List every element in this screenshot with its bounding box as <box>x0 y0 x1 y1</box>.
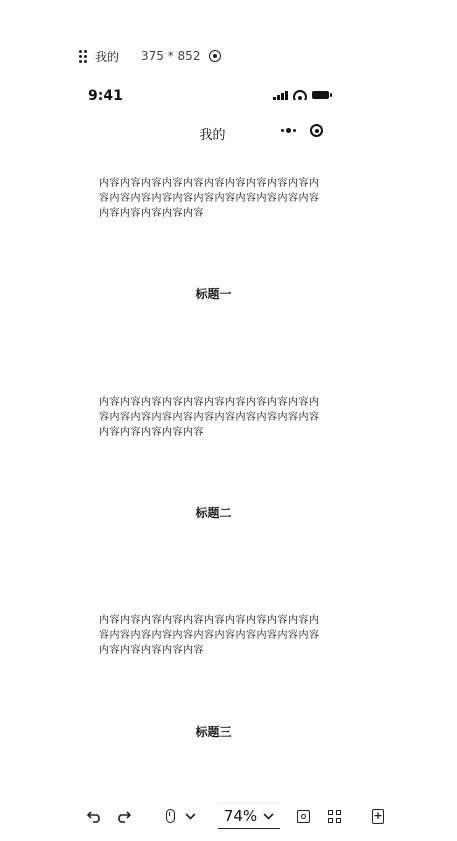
content-paragraph: 内容内容内容内容内容内容内容内容内容内容内容内容内容内容内容内容内容内容内容内容内容内容内容内容内容内容 <box>99 615 320 656</box>
mini-program-capsule[interactable] <box>281 124 323 137</box>
frame-size: 375 * 852 <box>141 49 201 63</box>
page-title: 我的 <box>199 128 226 143</box>
target-icon[interactable] <box>209 50 221 62</box>
status-time: 9:41 <box>88 88 123 104</box>
frame-name: 我的 <box>95 49 120 64</box>
section-heading: 标题三 <box>195 725 232 739</box>
more-icon[interactable] <box>281 128 296 133</box>
section-heading: 标题二 <box>195 506 232 520</box>
chevron-down-icon <box>263 813 274 820</box>
undo-icon[interactable] <box>86 806 102 826</box>
mouse-icon[interactable] <box>163 806 177 826</box>
focus-frame-icon[interactable] <box>296 806 310 826</box>
section-heading: 标题一 <box>195 287 232 301</box>
content-paragraph: 内容内容内容内容内容内容内容内容内容内容内容内容内容内容内容内容内容内容内容内容内容内容内容内容内容内容 <box>99 178 320 219</box>
add-page-icon[interactable]: + <box>373 808 383 822</box>
battery-icon <box>312 91 329 99</box>
status-icons <box>273 90 329 100</box>
zoom-value: 74% <box>223 807 258 825</box>
redo-icon[interactable] <box>115 806 131 826</box>
zoom-select[interactable] <box>218 803 280 829</box>
content-paragraph: 内容内容内容内容内容内容内容内容内容内容内容内容内容内容内容内容内容内容内容内容内容内容内容内容内容内容 <box>99 397 320 438</box>
drag-handle-icon[interactable] <box>79 49 89 63</box>
frame-label[interactable] <box>79 47 221 65</box>
signal-icon <box>273 90 288 100</box>
editor-toolbar <box>0 800 457 832</box>
chevron-down-icon[interactable] <box>183 806 197 826</box>
close-circle-icon[interactable] <box>310 124 323 137</box>
grid-icon[interactable] <box>327 806 341 826</box>
wifi-icon <box>293 90 307 100</box>
